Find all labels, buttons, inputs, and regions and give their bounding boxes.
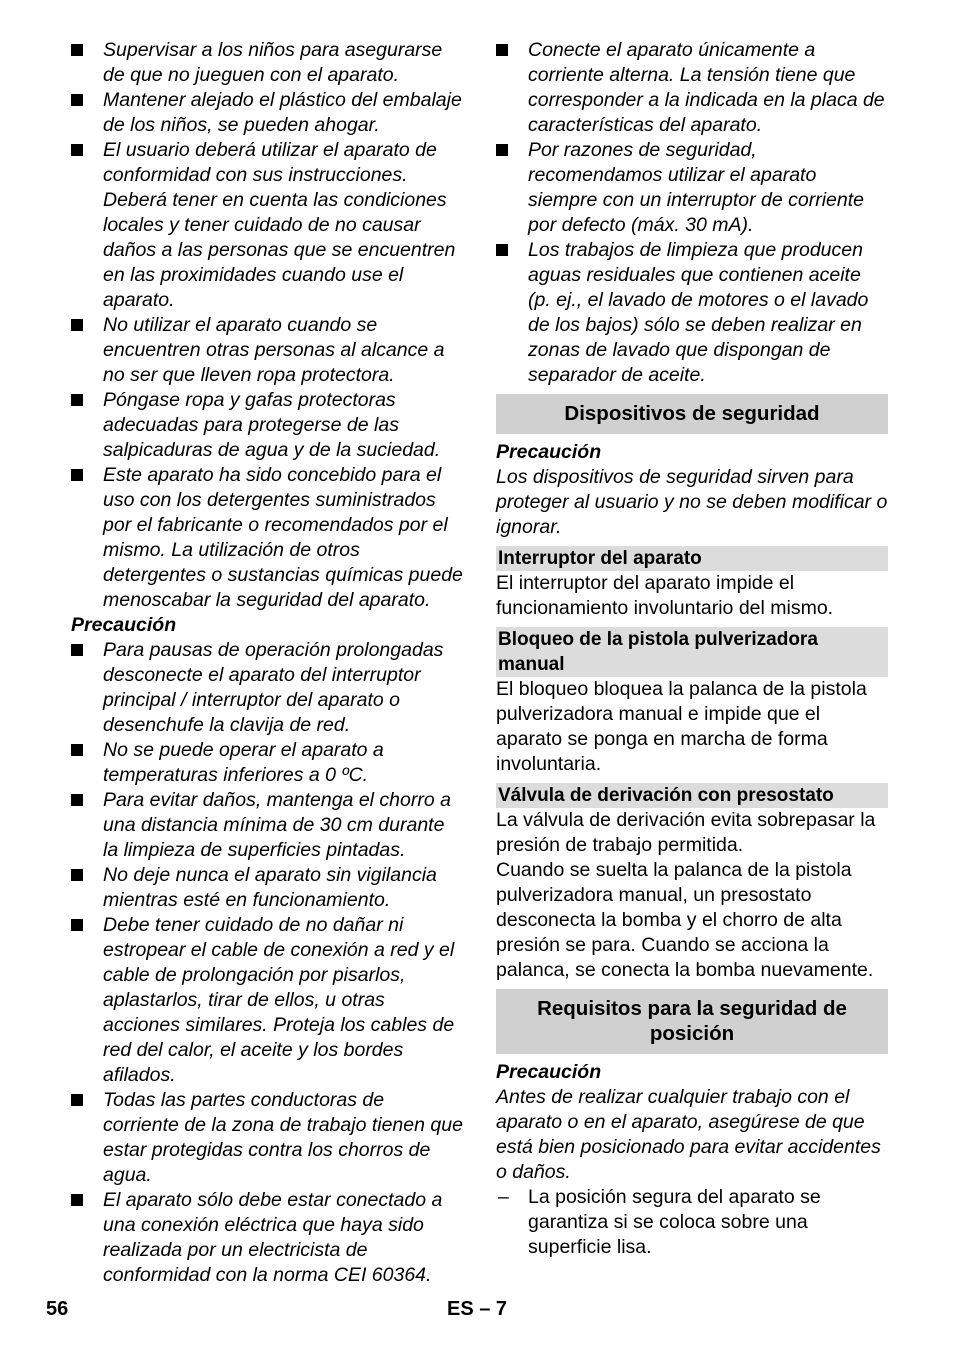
square-bullet-icon — [71, 919, 83, 931]
section-heading-position-safety: Requisitos para la seguridad de posición — [496, 989, 888, 1054]
list-item: No deje nunca el aparato sin vigilancia mientras esté en funcionamiento. — [71, 863, 463, 913]
paragraph: El interruptor del aparato impide el funcionamiento involuntario del mismo. — [496, 572, 834, 619]
square-bullet-icon — [71, 394, 83, 406]
page-number: 56 — [46, 1298, 69, 1320]
list-item: Supervisar a los niños para asegurarse de que no jueguen con el aparato. — [71, 38, 463, 88]
list-item: Para pausas de operación prolongadas desconecte el aparato del interruptor principal / interruptor del aparato o desenchufe la clavija de red. — [71, 638, 463, 738]
caution-text: Antes de realizar cualquier trabajo con el aparato o en el aparato, asegúrese de que está bien posicionado para evitar accidentes o daños. — [496, 1086, 881, 1183]
square-bullet-icon — [71, 869, 83, 881]
dash-list — [496, 1185, 888, 1260]
list-item: – La posición segura del aparato se garantiza si se coloca sobre una superficie lisa. — [498, 1186, 821, 1258]
left-column — [71, 38, 463, 1288]
caution-label: Precaución — [496, 1061, 602, 1083]
list-item: Póngase ropa y gafas protectoras adecuadas para protegerse de las salpicaduras de agua y de la suciedad. — [71, 388, 463, 463]
square-bullet-icon — [71, 469, 83, 481]
caution-text: Los dispositivos de seguridad sirven para proteger al usuario y no se deben modificar o ignorar. — [496, 466, 888, 538]
subheading-spray-gun-lock: Bloqueo de la pistola pulverizadora manual — [496, 627, 888, 677]
square-bullet-icon — [71, 1194, 83, 1206]
square-bullet-icon — [71, 144, 83, 156]
square-bullet-icon — [71, 94, 83, 106]
square-bullet-icon — [71, 44, 83, 56]
square-bullet-icon — [71, 1094, 83, 1106]
square-bullet-icon — [496, 244, 508, 256]
paragraph: La válvula de derivación evita sobrepasar la presión de trabajo permitida. — [496, 809, 876, 856]
list-item: Para evitar daños, mantenga el chorro a una distancia mínima de 30 cm durante la limpieza de superficies pintadas. — [71, 788, 463, 863]
language-page-label: ES – 7 — [447, 1298, 508, 1320]
paragraph: El bloqueo bloquea la palanca de la pistola pulverizadora manual e impide que el aparato se ponga en marcha de forma involuntaria. — [496, 678, 867, 775]
square-bullet-icon — [71, 319, 83, 331]
list-item: Este aparato ha sido concebido para el uso con los detergentes suministrados por el fabricante o recomendados por el mismo. La utilización de otros detergentes o sustancias químicas puede menoscabar la seguridad del aparato. — [71, 463, 463, 613]
caution-label: Precaución — [496, 441, 602, 463]
list-item: No se puede operar el aparato a temperaturas inferiores a 0 ºC. — [71, 738, 463, 788]
subheading-device-switch: Interruptor del aparato — [496, 546, 888, 571]
square-bullet-icon — [496, 44, 508, 56]
list-item: Conecte el aparato únicamente a corriente alterna. La tensión tiene que corresponder a la indicada en la placa de características del aparato. — [496, 38, 888, 138]
list-item: Los trabajos de limpieza que producen aguas residuales que contienen aceite (p. ej., el lavado de motores o el lavado de los bajos) sólo se deben realizar en zonas de lavado que dispongan de separador de aceite. — [496, 238, 888, 388]
square-bullet-icon — [496, 144, 508, 156]
list-item: El usuario deberá utilizar el aparato de conformidad con sus instrucciones. Deberá tener en cuenta las condiciones locales y tener cuidado de no causar daños a las personas que se encuentren en las proximidades cuando use el aparato. — [71, 138, 463, 313]
caution-label: Precaución — [71, 614, 177, 636]
list-item: Todas las partes conductoras de corriente de la zona de trabajo tienen que estar protegidas contra los chorros de agua. — [71, 1088, 463, 1188]
list-item: Mantener alejado el plástico del embalaje de los niños, se pueden ahogar. — [71, 88, 463, 138]
subheading-bypass-valve: Válvula de derivación con presostato — [496, 783, 888, 808]
dash-bullet: – — [498, 1186, 509, 1208]
section-heading-safety-devices: Dispositivos de seguridad — [496, 394, 888, 434]
list-item: El aparato sólo debe estar conectado a una conexión eléctrica que haya sido realizada por un electricista de conformidad con la norma CEI 60364. — [71, 1188, 463, 1288]
square-bullet-icon — [71, 744, 83, 756]
bullet-list-electrical — [496, 38, 888, 388]
list-item: No utilizar el aparato cuando se encuentren otras personas al alcance a no ser que lleven ropa protectora. — [71, 313, 463, 388]
square-bullet-icon — [71, 644, 83, 656]
right-column — [496, 38, 888, 1260]
list-item: Debe tener cuidado de no dañar ni estropear el cable de conexión a red y el cable de prolongación por pisarlos, aplastarlos, tirar de ellos, u otras acciones similares. Proteja los cables de red del calor, el aceite y los bordes afilados. — [71, 913, 463, 1088]
square-bullet-icon — [71, 794, 83, 806]
paragraph: Cuando se suelta la palanca de la pistola pulverizadora manual, un presostato desconecta la bomba y el chorro de alta presión se para. Cuando se acciona la palanca, se conecta la bomba nuevamente. — [496, 859, 874, 981]
bullet-list-warnings — [71, 38, 463, 613]
list-item: Por razones de seguridad, recomendamos utilizar el aparato siempre con un interruptor de corriente por defecto (máx. 30 mA). — [496, 138, 888, 238]
bullet-list-cautions — [71, 638, 463, 1288]
